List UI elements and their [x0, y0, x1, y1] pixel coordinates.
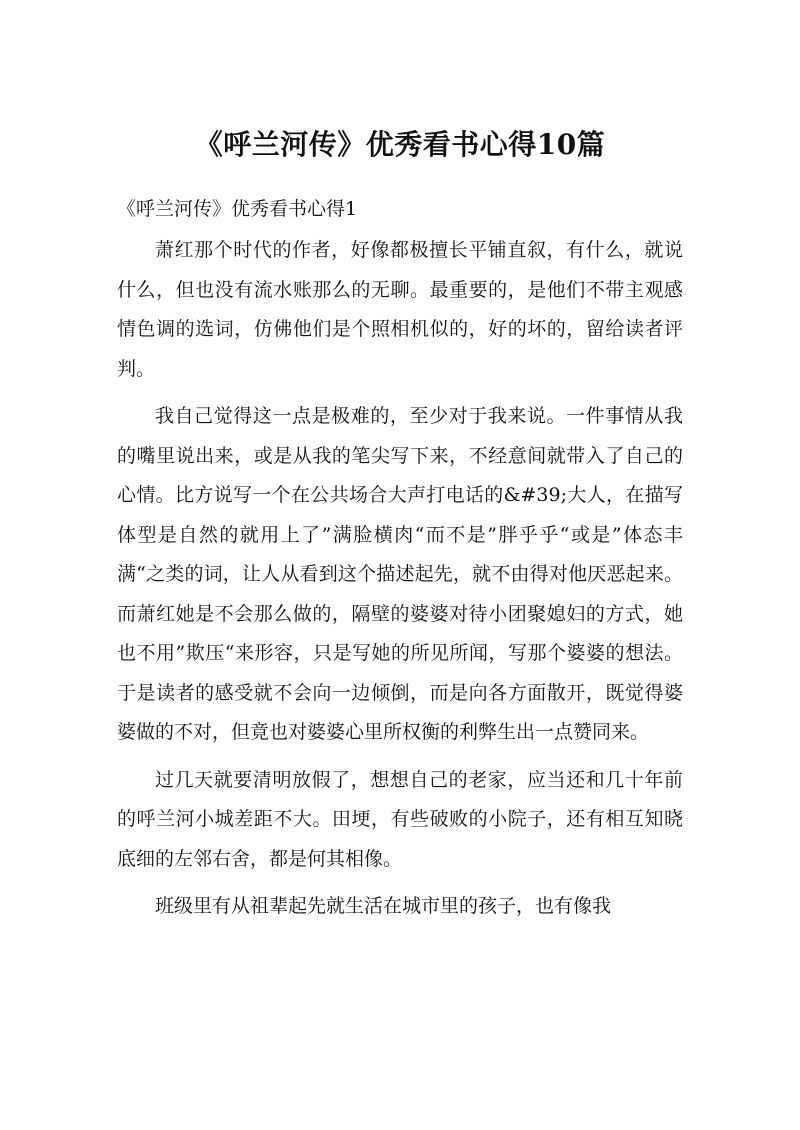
section-1	[117, 195, 683, 927]
paragraph-1: 萧红那个时代的作者，好像都极擅长平铺直叙，有什么，就说什么，但也没有流水账那么的无聊。最重要的，是他们不带主观感情色调的选词，仿佛他们是个照相机似的，好的坏的，留给读者评判。	[117, 239, 683, 380]
paragraph-3: 过几天就要清明放假了，想想自己的老家，应当还和几十年前的呼兰河小城差距不大。田埂，有些破败的小院子，还有相互知晓底细的左邻右舍，都是何其相像。	[117, 768, 683, 870]
document-title: 《呼兰河传》优秀看书心得10篇	[194, 128, 606, 161]
section-heading: 《呼兰河传》优秀看书心得1	[117, 198, 358, 220]
paragraph-4: 班级里有从祖辈起先就生活在城市里的孩子，也有像我	[155, 895, 612, 917]
paragraph-2: 我自己觉得这一点是极难的，至少对于我来说。一件事情从我的嘴里说出来，或是从我的笔尖写下来，不经意间就带入了自己的心情。比方说写一个在公共场合大声打电话的&#39;大人，在描写体型是自然的就用上了”满脸横肉“而不是”胖乎乎“或是”体态丰满“之类的词，让人从看到这个描述起先，就不由得对他厌恶起来。而萧红她是不会那么做的，隔壁的婆婆对待小团聚媳妇的方式，她也不用”欺压“来形容，只是写她的所见所闻，写那个婆婆的想法。于是读者的感受就不会向一边倾倒，而是向各方面散开，既觉得婆婆做的不对，但竟也对婆婆心里所权衡的利弊生出一点赞同来。	[117, 405, 683, 743]
